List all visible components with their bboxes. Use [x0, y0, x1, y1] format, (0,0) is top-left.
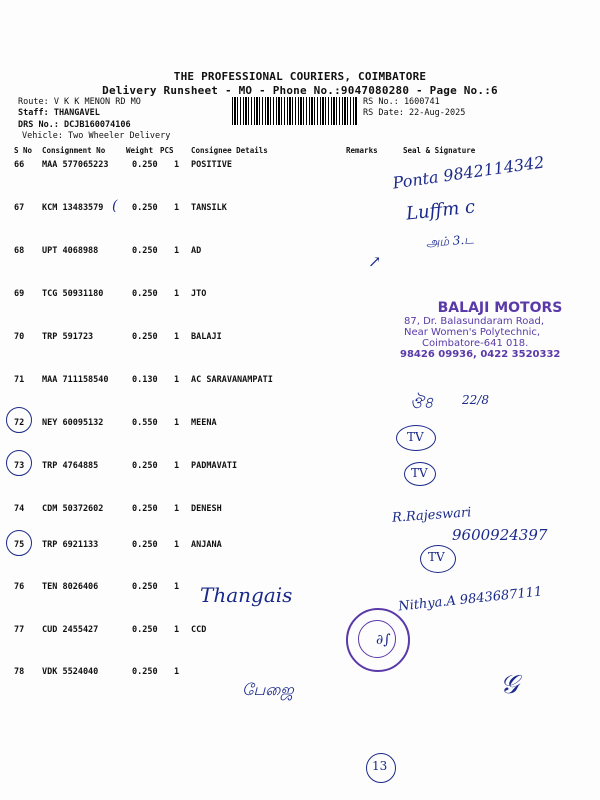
row-weight: 0.250 — [132, 625, 158, 635]
row-consignment: NEY 60095132 — [42, 418, 104, 428]
row-consignment: TRP 4764885 — [42, 461, 99, 471]
sno-circle-mark — [6, 450, 32, 476]
row-sno: 70 — [14, 332, 25, 342]
table-row — [0, 375, 600, 418]
table-row — [0, 246, 600, 289]
runsheet-subtitle: Delivery Runsheet - MO - Phone No.:9047080280 - Page No.:6 — [102, 84, 498, 97]
row-consignment: VDK 5524040 — [42, 667, 99, 677]
row-pcs: 1 — [174, 504, 180, 514]
col-pcs: PCS — [160, 146, 174, 155]
row-consignment: TCG 50931180 — [42, 289, 104, 299]
row-consignment: CDM 50372602 — [42, 504, 104, 514]
row-weight: 0.250 — [132, 540, 158, 550]
row-consignee: TANSILK — [191, 203, 227, 213]
row-consignment: CUD 2455427 — [42, 625, 99, 635]
row-consignment: TRP 6921133 — [42, 540, 99, 550]
row-pcs: 1 — [174, 667, 180, 677]
signature-74-name: R.Rajeswari — [391, 505, 472, 526]
col-seal: Seal & Signature — [403, 146, 476, 155]
signature-76: Nithya.A 9843687111 — [397, 584, 543, 615]
row-sno: 68 — [14, 246, 25, 256]
row-pcs: 1 — [174, 582, 180, 592]
row-sno: 67 — [14, 203, 25, 213]
row-pcs: 1 — [174, 203, 180, 213]
signature-73: TV — [411, 466, 428, 480]
table-row — [0, 625, 600, 668]
rs-number: RS No.: 1600741 — [363, 97, 440, 107]
row-pcs: 1 — [174, 418, 180, 428]
col-consignee: Consignee Details — [191, 146, 268, 155]
signature-74-phone: 9600924397 — [452, 526, 548, 544]
row-sno: 66 — [14, 160, 25, 170]
row-pcs: 1 — [174, 246, 180, 256]
col-remarks: Remarks — [346, 146, 378, 155]
row-pcs: 1 — [174, 625, 180, 635]
row-weight: 0.250 — [132, 203, 158, 213]
row-sno: 72 — [14, 418, 25, 428]
row-sno: 75 — [14, 540, 25, 550]
row-consignment: MAA 711158540 — [42, 375, 109, 385]
row-sno: 77 — [14, 625, 25, 635]
col-weight: Weight — [126, 146, 154, 155]
arrow-mark: ↗ — [368, 252, 382, 271]
row-consignment: TEN 8026406 — [42, 582, 99, 592]
row-weight: 0.250 — [132, 289, 158, 299]
row-weight: 0.250 — [132, 160, 158, 170]
col-sno: S No — [14, 146, 33, 155]
row-consignee: MEENA — [191, 418, 217, 428]
row-consignee: AD — [191, 246, 202, 256]
row-weight: 0.250 — [132, 246, 158, 256]
route-label: Route: V K K MENON RD MO — [18, 97, 141, 107]
row-consignee: AC SARAVANAMPATI — [191, 375, 273, 385]
stamp-line1: 87, Dr. Balasundaram Road, — [404, 316, 545, 327]
balaji-motors-stamp — [400, 300, 590, 360]
row-consignee: CCD — [191, 625, 207, 635]
signature-71-date: 22/8 — [462, 393, 489, 407]
row-weight: 0.250 — [132, 667, 158, 677]
vehicle-label: Vehicle: Two Wheeler Delivery — [22, 131, 171, 141]
remark-76: Thangais — [200, 583, 293, 607]
signature-67: Luffm c — [405, 196, 477, 225]
row-pcs: 1 — [174, 160, 180, 170]
row-consignee: PADMAVATI — [191, 461, 238, 471]
signature-68: அம் 3.ட — [425, 232, 475, 250]
drs-label: DRS No.: DCJB160074106 — [18, 120, 131, 130]
table-row — [0, 418, 600, 461]
row-sno: 74 — [14, 504, 25, 514]
stamp-line3: Coimbatore-641 018. — [422, 338, 529, 349]
stamp-phone: 98426 09936, 0422 3520332 — [400, 349, 561, 360]
row-weight: 0.250 — [132, 504, 158, 514]
col-consignment: Consignment No — [42, 146, 106, 155]
signature-66: Ponta 9842114342 — [391, 152, 546, 193]
row-consignee: JTO — [191, 289, 207, 299]
row-consignment: UPT 4068988 — [42, 246, 99, 256]
row-weight: 0.250 — [132, 461, 158, 471]
row-sno: 71 — [14, 375, 25, 385]
sno-circle-mark — [6, 530, 32, 556]
row-consignment: MAA 577065223 — [42, 160, 109, 170]
row-weight: 0.250 — [132, 332, 158, 342]
row-pcs: 1 — [174, 375, 180, 385]
row-consignee: BALAJI — [191, 332, 222, 342]
row-weight: 0.550 — [132, 418, 158, 428]
company-title: THE PROFESSIONAL COURIERS, COIMBATORE — [173, 70, 427, 83]
rs-date: RS Date: 22-Aug-2025 — [363, 108, 466, 118]
row-consignment: KCM 13483579 — [42, 203, 104, 213]
signature-78-scribble: 𝒢 — [500, 670, 519, 700]
tick-mark: ( — [112, 198, 118, 214]
row-consignee: ANJANA — [191, 540, 222, 550]
row-sno: 69 — [14, 289, 25, 299]
remark-78: பேஜை — [242, 680, 294, 699]
row-sno: 73 — [14, 461, 25, 471]
staff-label: Staff: THANGAVEL — [18, 108, 100, 118]
table-row — [0, 540, 600, 583]
table-row — [0, 203, 600, 246]
row-pcs: 1 — [174, 332, 180, 342]
signature-72: TV — [407, 430, 424, 444]
sno-circle-mark — [6, 407, 32, 433]
row-consignment: TRP 591723 — [42, 332, 94, 342]
signature-77-scribble: ∂∫ — [376, 632, 391, 648]
row-consignee: DENESH — [191, 504, 222, 514]
signature-75: TV — [428, 550, 445, 564]
row-pcs: 1 — [174, 461, 180, 471]
stamp-name: BALAJI MOTORS — [437, 300, 563, 316]
row-sno: 78 — [14, 667, 25, 677]
row-weight: 0.130 — [132, 375, 158, 385]
row-consignee: POSITIVE — [191, 160, 232, 170]
row-pcs: 1 — [174, 540, 180, 550]
table-row — [0, 461, 600, 504]
row-weight: 0.250 — [132, 582, 158, 592]
signature-71-scribble: ঔ৪ — [410, 393, 434, 412]
barcode — [232, 97, 357, 125]
row-sno: 76 — [14, 582, 25, 592]
stamp-line2: Near Women's Polytechnic, — [404, 327, 541, 338]
page-mark: 13 — [372, 759, 388, 773]
row-pcs: 1 — [174, 289, 180, 299]
